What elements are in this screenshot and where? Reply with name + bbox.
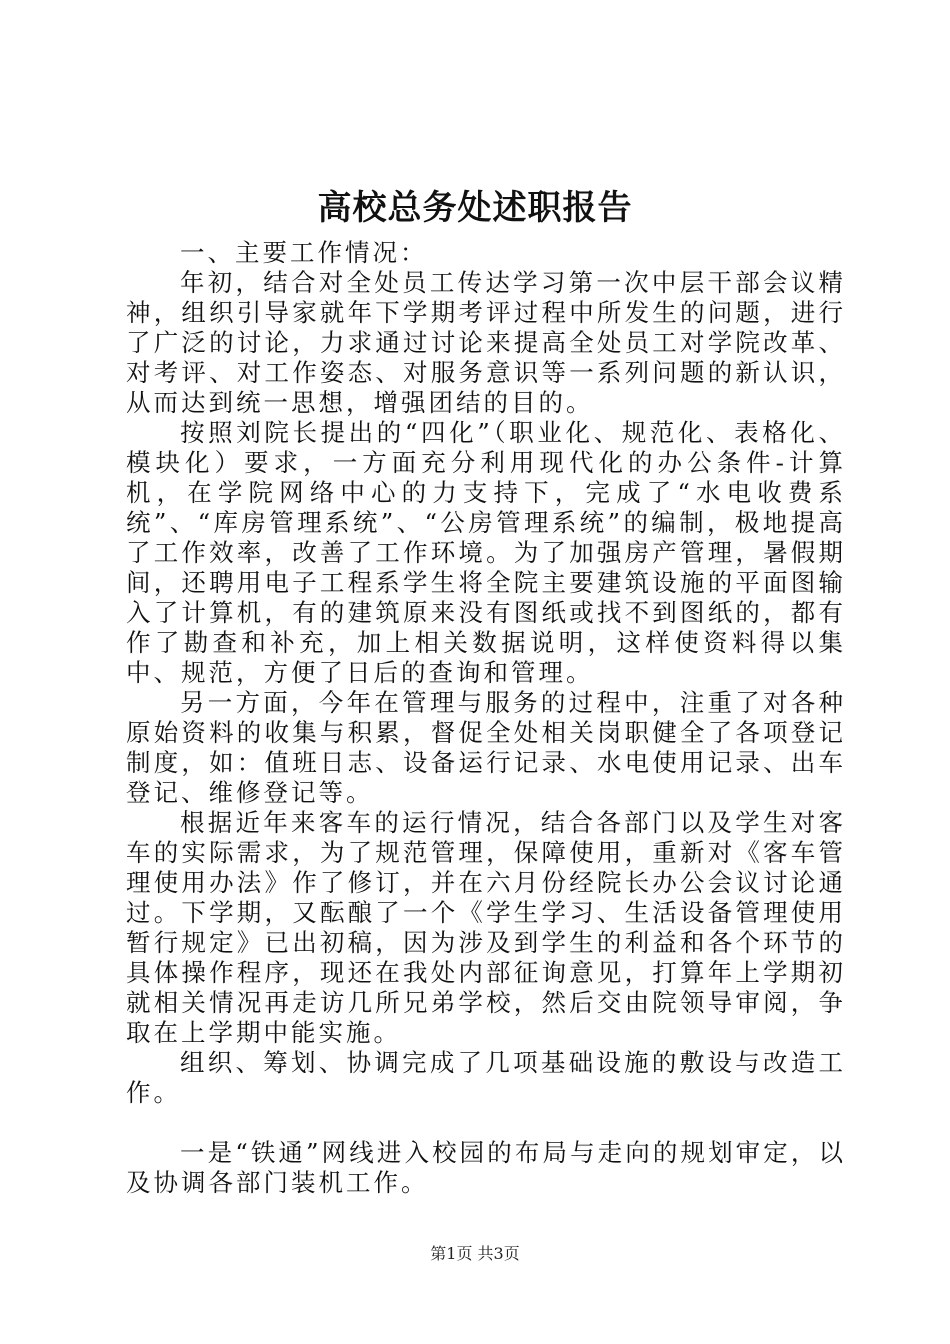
document-title: 高校总务处述职报告 [317, 188, 633, 228]
section-heading: 一、主要工作情况： [180, 238, 428, 267]
paragraph: 根据近年来客车的运行情况，结合各部门以及学生对客车的实际需求，为了规范管理，保障使用，重新对《客车管理使用办法》作了修订，并在六月份经院长办公会议讨论通过。下学期，又酝酿了一个《学生学习、生活设备管理使用暂行规定》已出初稿，因为涉及到学生的利益和各个环节的具体操作程序，现还在我处内部征询意见，打算年上学期初就相关情况再走访几所兄弟学校，然后交由院领导审阅，争取在上学期中能实施。 [126, 808, 846, 1047]
paragraph: 按照刘院长提出的“四化”（职业化、规范化、表格化、模块化）要求，一方面充分利用现代化的办公条件-计算机，在学院网络中心的力支持下，完成了“水电收费系统”、“库房管理系统”、“公房管理系统”的编制，极地提高了工作效率，改善了工作环境。为了加强房产管理，暑假期间，还聘用电子工程系学生将全院主要建筑设施的平面图输入了计算机，有的建筑原来没有图纸或找不到图纸的，都有作了勘查和补充，加上相关数据说明，这样使资料得以集中、规范，方便了日后的查询和管理。 [126, 418, 846, 687]
paragraph: 组织、筹划、协调完成了几项基础设施的敷设与改造工作。 [126, 1048, 846, 1107]
page-number-footer: 第1页 共3页 [430, 1244, 520, 1263]
paragraph: 年初，结合对全处员工传达学习第一次中层干部会议精神，组织引导家就年下学期考评过程中所发生的问题，进行了广泛的讨论，力求通过讨论来提高全处员工对学院改革、对考评、对工作姿态、对服务意识等一系列问题的新认识，从而达到统一思想，增强团结的目的。 [126, 268, 846, 417]
paragraph: 一是“铁通”网线进入校园的布局与走向的规划审定，以及协调各部门装机工作。 [126, 1138, 846, 1197]
document-body [126, 238, 846, 1198]
paragraph: 另一方面，今年在管理与服务的过程中，注重了对各种原始资料的收集与积累，督促全处相关岗职健全了各项登记制度，如：值班日志、设备运行记录、水电使用记录、出车登记、维修登记等。 [126, 688, 846, 807]
